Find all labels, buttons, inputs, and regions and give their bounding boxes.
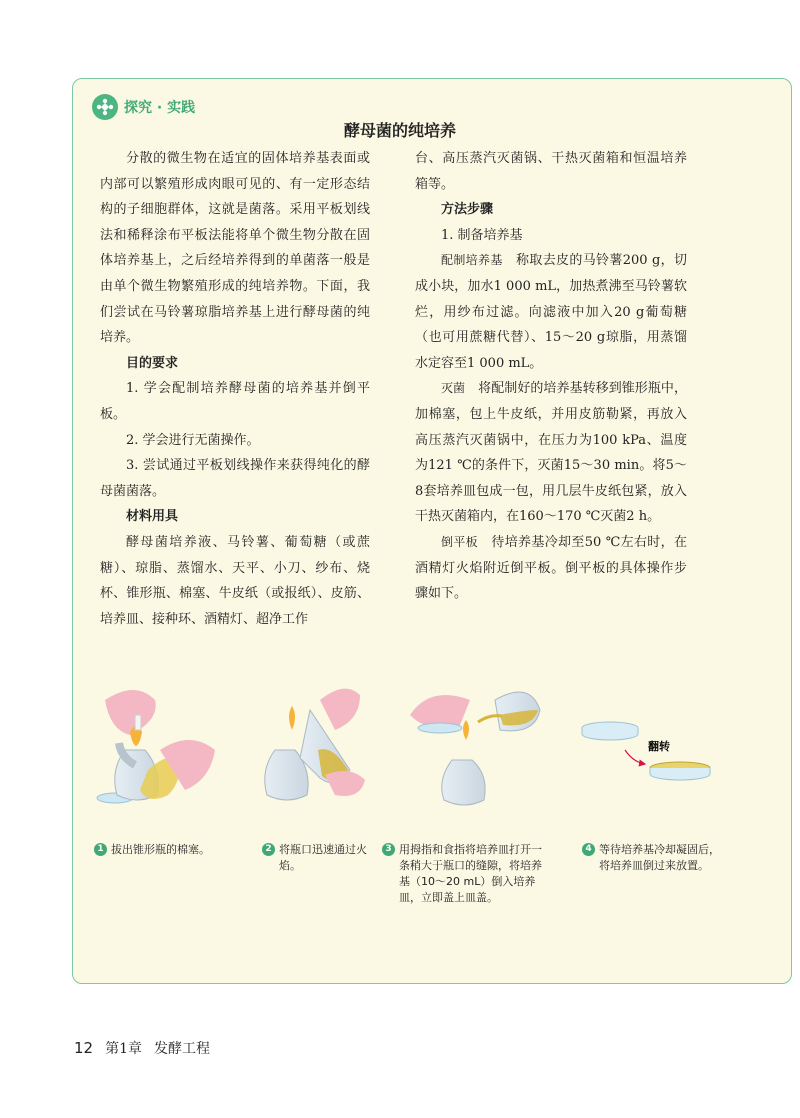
goal-item: 1. 学会配制培养酵母菌的培养基并倒平板。 (100, 381, 370, 422)
caption-text: 拔出锥形瓶的棉塞。 (111, 843, 210, 856)
caption-1 (94, 842, 244, 858)
caption-number: 2 (262, 843, 275, 856)
prep-label: 配制培养基 (441, 253, 503, 268)
figure-step-2 (265, 689, 365, 800)
page-title: 酵母菌的纯培养 (343, 121, 456, 140)
caption-2 (262, 842, 372, 874)
pouring-plate-illustration (0, 670, 800, 830)
goal-item: 2. 学会进行无菌操作。 (126, 432, 260, 448)
left-column (100, 146, 370, 632)
caption-text: 用拇指和食指将培养皿打开一条稍大于瓶口的缝隙，将培养基（10～20 mL）倒入培养皿，立即盖上皿盖。 (399, 843, 542, 904)
section-badge (92, 94, 195, 120)
sterilize-paragraph (415, 376, 687, 530)
pour-label: 倒平板 (441, 534, 479, 549)
pour-paragraph (415, 530, 687, 607)
page-number: 12 (74, 1039, 94, 1057)
flip-label: 翻转 (648, 740, 670, 753)
prep-paragraph (415, 248, 687, 376)
molecule-icon (92, 94, 118, 120)
step-item: 1. 制备培养基 (441, 227, 523, 243)
caption-number: 4 (582, 843, 595, 856)
figure-step-1 (97, 690, 215, 803)
goal-heading: 目的要求 (126, 355, 179, 371)
goal-item: 3. 尝试通过平板划线操作来获得纯化的酵母菌菌落。 (100, 458, 370, 499)
right-column (415, 146, 687, 607)
sterilize-label: 灭菌 (441, 381, 466, 396)
intro-paragraph: 分散的微生物在适宜的固体培养基表面或内部可以繁殖形成肉眼可见的、有一定形态结构的子细胞群体，这就是菌落。采用平板划线法和稀释涂布平板法能将单个微生物分散在固体培养基上，之后经培养得到的单菌落一般是由单个微生物繁殖形成的纯培养物。下面，我们尝试在马铃薯琼脂培养基上进行酵母菌的纯培养。 (100, 151, 370, 346)
caption-number: 3 (382, 843, 395, 856)
pour-text: 待培养基冷却至50 ℃左右时，在酒精灯火焰附近倒平板。倒平板的具体操作步骤如下。 (415, 534, 687, 602)
figure-step-4 (582, 722, 710, 780)
section-label: 探究 · 实践 (124, 100, 196, 116)
sterilize-text: 将配制好的培养基转移到锥形瓶中，加棉塞，包上牛皮纸，并用皮筋勒紧，再放入高压蒸汽灭菌锅中，在压力为100 kPa、温度为121 ℃的条件下，灭菌15～30 min。将5～8套培养皿包成一包，用几层牛皮纸包紧，放入干热灭菌箱内，在160～170 ℃灭菌2 h。 (415, 381, 687, 525)
caption-4 (582, 842, 722, 874)
page-footer (74, 1038, 210, 1058)
caption-text: 等待培养基冷却凝固后，将培养皿倒过来放置。 (599, 843, 720, 872)
materials-continued: 台、高压蒸汽灭菌锅、干热灭菌箱和恒温培养箱等。 (415, 151, 687, 192)
materials-paragraph: 酵母菌培养液、马铃薯、葡萄糖（或蔗糖）、琼脂、蒸馏水、天平、小刀、纱布、烧杯、锥形瓶、棉塞、牛皮纸（或报纸）、皮筋、培养皿、接种环、酒精灯、超净工作 (100, 534, 370, 627)
caption-3 (382, 842, 552, 906)
figure-step-3 (410, 692, 540, 805)
chapter-number: 第1章 (105, 1041, 143, 1057)
prep-text: 称取去皮的马铃薯200 g，切成小块，加水1 000 mL，加热煮沸至马铃薯软烂，用纱布过滤。向滤液中加入20 g葡萄糖（也可用蔗糖代替）、15～20 g琼脂，用蒸馏水定容至1 000 mL。 (415, 253, 687, 371)
caption-text: 将瓶口迅速通过火焰。 (279, 843, 367, 872)
materials-heading: 材料用具 (126, 509, 179, 525)
chapter-title: 发酵工程 (154, 1041, 211, 1057)
steps-heading: 方法步骤 (441, 202, 494, 218)
caption-number: 1 (94, 843, 107, 856)
